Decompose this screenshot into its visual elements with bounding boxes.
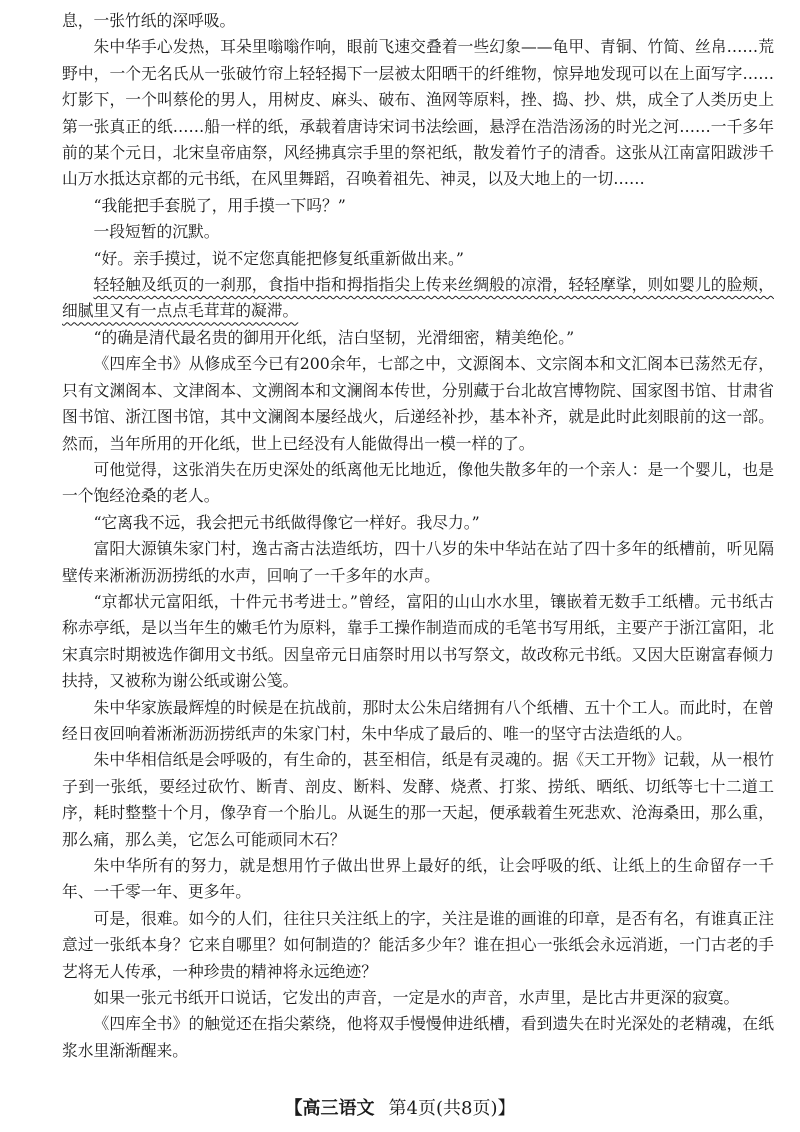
paragraph-text: 可是，很难。如今的人们，往往只关注纸上的字，关注是谁的画谁的印章，是否有名，有谁真正注意过一张纸本身？它来自哪里？如何制造的？能活多少年？谁在担心一张纸会永远消逝，一门古老的手艺将无人传承，一种珍贵的精神将永远绝迹？ <box>62 908 774 981</box>
footer-page-number: 第4页(共8页)】 <box>388 1098 516 1119</box>
paragraph-text: 可他觉得，这张消失在历史深处的纸离他无比地近，像他失散多年的一个亲人：是一个婴儿，也是一个饱经沧桑的老人。 <box>62 459 774 506</box>
footer-subject: 【高三语文 <box>284 1098 375 1119</box>
paragraph-text: 朱中华所有的努力，就是想用竹子做出世界上最好的纸，让会呼吸的纸、让纸上的生命留存一千年、一千零一年、更多年。 <box>62 856 774 902</box>
paragraph-text: 如果一张元书纸开口说话，它发出的声音，一定是水的声音，水声里，是比古井更深的寂寞。 <box>93 988 740 1008</box>
paragraph-text: 朱中华家族最辉煌的时候是在抗战前，那时太公朱启绪拥有八个纸槽、五十个工人。而此时，在曾经日夜回响着淅淅沥沥捞纸声的朱家门村，朱中华成了最后的、唯一的坚守古法造纸的人。 <box>62 697 774 743</box>
paragraph-text: 朱中华手心发热，耳朵里嗡嗡作响，眼前飞速交叠着一些幻象——龟甲、青铜、竹简、丝帛……荒野中，一个无名氏从一张破竹帘上轻轻揭下一层被太阳晒干的纤维物，惊异地发现可以在上面写字……灯影下，一个叫蔡伦的男人，用树皮、麻头、破布、渔网等原料，挫、捣、抄、烘，成全了人类历史上第一张真正的纸……船一样的纸，承载着唐诗宋词书法绘画，悬浮在浩浩汤汤的时光之河……一千多年前的某个元日，北宋皇帝庙祭，风经拂真宗手里的祭祀纸，散发着竹子的清香。这张从江南富阳跋涉千山万水抵达京都的元书纸，在风里舞蹈，召唤着祖先、神灵，以及大地上的一切…… <box>62 37 774 189</box>
paragraph-text: 息，一张竹纸的深呼吸。 <box>62 11 236 30</box>
article-paragraph <box>62 193 774 219</box>
paragraph-text: 朱中华相信纸是会呼吸的，有生命的，甚至相信，纸是有灵魂的。据《天工开物》记载，从一根竹子到一张纸，要经过砍竹、断青、剖皮、断料、发酵、烧煮、打浆、捞纸、晒纸、切纸等七十二道工序，耗时整整十个月，像孕育一个胎儿。从诞生的那一天起，便承载着生死悲欢、沧海桑田，那么重，那么痛，那么美，它怎么可能顽同木石？ <box>62 750 774 849</box>
article-paragraph <box>62 906 774 985</box>
article-paragraph <box>62 536 774 589</box>
article-paragraph <box>62 985 774 1011</box>
article-paragraph <box>62 272 774 325</box>
paragraph-text: “它离我不远，我会把元书纸做得像它一样好。我尽力。” <box>93 512 480 532</box>
article-paragraph <box>62 457 774 510</box>
paragraph-text: “京都状元富阳纸，十件元书考进士。”曾经，富阳的山山水水里，镶嵌着无数手工纸槽。元书纸古称赤亭纸，是以当年生的嫩毛竹为原料，靠手工操作制造而成的毛笔书写用纸，主要产于浙江富阳，北宋真宗时期被选作御用文书纸。因皇帝元日庙祭时用以书写祭文，故改称元书纸。又因大臣谢富春倾力扶持，又被称为谢公纸或谢公笺。 <box>62 591 774 691</box>
article-paragraph <box>62 853 774 906</box>
article-paragraph <box>62 351 774 457</box>
paragraph-text: 富阳大源镇朱家门村，逸古斋古法造纸坊，四十八岁的朱中华站在站了四十多年的纸槽前，听见隔壁传来淅淅沥沥捞纸的水声，回响了一千多年的水声。 <box>62 539 774 585</box>
article-paragraph <box>62 325 774 351</box>
article-paragraph <box>62 589 774 695</box>
paragraph-text: “我能把手套脱了，用手摸一下吗？” <box>93 195 346 215</box>
article-paragraph <box>62 8 774 34</box>
article-paragraph <box>62 219 774 245</box>
page-footer <box>0 1094 800 1124</box>
paragraph-text: “的确是清代最名贵的御用开化纸，洁白坚韧，光滑细密，精美绝伦。” <box>93 327 575 347</box>
paragraph-text: 《四库全书》从修成至今已有200余年，七部之中，文源阁本、文宗阁本和文汇阁本已荡然无存，只有文渊阁本、文津阁本、文溯阁本和文澜阁本传世，分别藏于台北故宫博物院、国家图书馆、甘肃省图书馆、浙江图书馆，其中文澜阁本屡经战火，后递经补抄，基本补齐，就是此时此刻眼前的这一部。然而，当年所用的开化纸，世上已经没有人能做得出一模一样的了。 <box>62 354 774 453</box>
article-paragraph <box>62 1011 774 1064</box>
paragraph-text: 《四库全书》的触觉还在指尖萦绕，他将双手慢慢伸进纸槽，看到遗失在时光深处的老精魂，在纸浆水里渐渐醒来。 <box>62 1014 774 1060</box>
wavy-underlined-text: 轻轻触及纸页的一刹那，食指中指和拇指指尖上传来丝绸般的凉滑，轻轻摩挲，则如婴儿的脸颊，细腻里又有一点点毛茸茸的凝滞。 <box>62 275 774 321</box>
article-paragraph <box>62 510 774 536</box>
article-paragraph <box>62 246 774 272</box>
article-paragraph <box>62 34 774 192</box>
paragraph-text: “好。亲手摸过，说不定您真能把修复纸重新做出来。” <box>93 248 464 268</box>
article-paragraph <box>62 747 774 853</box>
article-paragraph <box>62 695 774 748</box>
article-body <box>62 8 774 1064</box>
paragraph-text: 一段短暂的沉默。 <box>93 222 220 242</box>
